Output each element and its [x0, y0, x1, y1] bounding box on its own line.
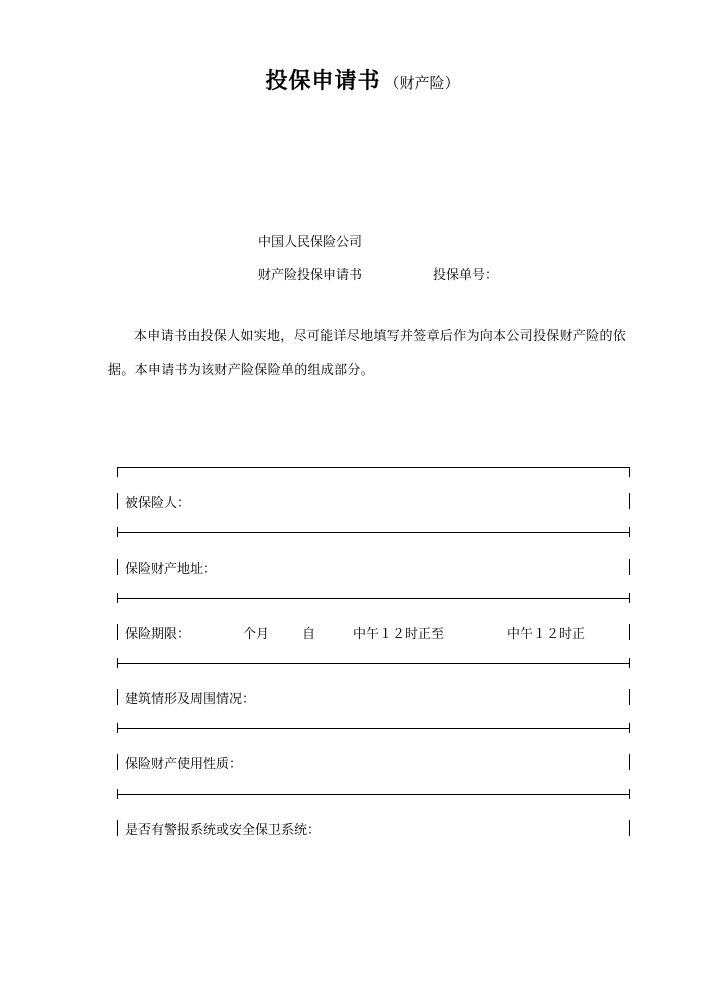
row-divider: [117, 794, 630, 795]
document-title: [0, 64, 725, 95]
building-field[interactable]: 建筑情形及周围情况：: [125, 692, 256, 707]
divider-tick-left: [117, 789, 118, 799]
divider-tick-left: [117, 593, 118, 603]
intro-paragraph: 本申请书由投保人如实地，尽可能详尽地填写并签章后作为向本公司投保财产险的依据。本申请书为该财产险保险单的组成部分。: [108, 329, 627, 378]
period-months-field[interactable]: 个月: [243, 627, 270, 642]
company-name: 中国人民保险公司: [258, 235, 363, 250]
insured-field[interactable]: 被保险人：: [125, 496, 191, 511]
table-corner-left: [117, 467, 118, 477]
period-from-field[interactable]: 自: [302, 627, 316, 642]
divider-tick-right: [629, 658, 630, 668]
address-field[interactable]: 保险财产地址：: [125, 562, 217, 577]
row-bar-right: [629, 820, 630, 836]
divider-tick-right: [629, 593, 630, 603]
row-bar-left: [117, 493, 118, 509]
policy-number-label: 投保单号：: [433, 268, 499, 283]
row-divider: [117, 728, 630, 729]
row-bar-right: [629, 754, 630, 770]
divider-tick-right: [629, 723, 630, 733]
row-divider: [117, 663, 630, 664]
divider-tick-right: [629, 789, 630, 799]
table-border-top: [117, 467, 630, 468]
row-bar-right: [629, 559, 630, 575]
alarm-field[interactable]: 是否有警报系统或安全保卫系统：: [125, 823, 321, 838]
form-name: 财产险投保申请书: [258, 268, 363, 283]
row-bar-right: [629, 493, 630, 509]
period-start-field[interactable]: 中午１２时正至: [353, 627, 445, 642]
row-bar-right: [629, 689, 630, 705]
row-divider: [117, 598, 630, 599]
row-bar-left: [117, 624, 118, 640]
row-divider: [117, 532, 630, 533]
divider-tick-right: [629, 527, 630, 537]
row-bar-right: [629, 624, 630, 640]
row-bar-left: [117, 689, 118, 705]
title-main: 投保申请书: [265, 69, 381, 94]
divider-tick-left: [117, 723, 118, 733]
row-bar-left: [117, 754, 118, 770]
row-bar-left: [117, 820, 118, 836]
period-end-field[interactable]: 中午１２时正: [507, 627, 586, 642]
title-sub: （财产险）: [384, 74, 460, 92]
divider-tick-left: [117, 658, 118, 668]
table-corner-right: [629, 467, 630, 477]
usage-field[interactable]: 保险财产使用性质：: [125, 757, 243, 772]
divider-tick-left: [117, 527, 118, 537]
period-label: 保险期限：: [125, 627, 191, 642]
row-bar-left: [117, 559, 118, 575]
